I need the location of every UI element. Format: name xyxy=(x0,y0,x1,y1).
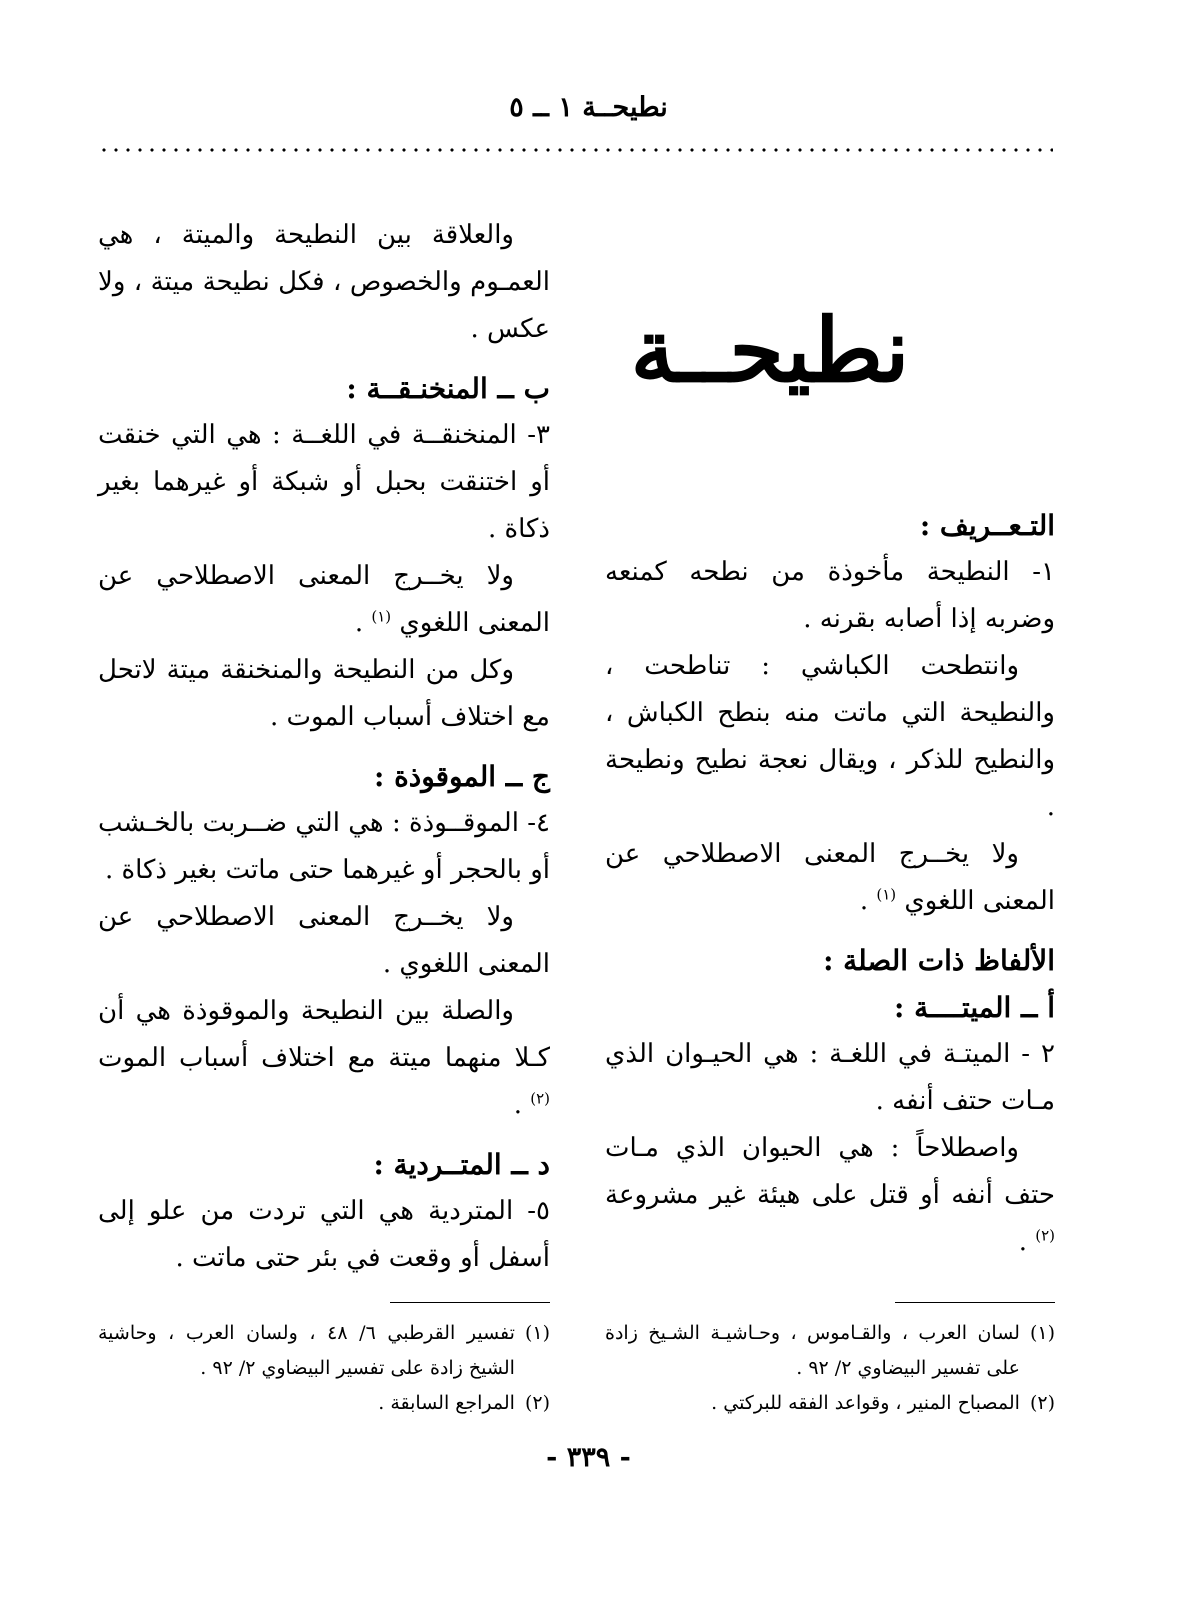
footnote-rule xyxy=(895,1302,1055,1303)
footnote-text: المصباح المنير ، وقواعد الفقه للبركتي . xyxy=(711,1392,1020,1414)
paragraph-6: ولا يخــرج المعنى الاصطلاحي عن المعنى اللغوي . xyxy=(98,902,550,979)
footnote-rule xyxy=(390,1302,550,1303)
paragraph-2: ٣- المنخنقــة في اللغــة : هي التي خنقت أو اختنقت بحبل أو شبكة أو غيرهما بغير ذكاة . xyxy=(98,420,550,544)
footnote xyxy=(605,1316,1055,1386)
footnote-ref[interactable]: (٢) xyxy=(530,1089,550,1108)
footnote xyxy=(98,1386,550,1421)
subheading-a: أ ــ الميتــــة : xyxy=(894,991,1055,1024)
paragraph-8: ٥- المتردية هي التي تردت من علو إلى أسفل أو وقعت في بئر حتى ماتت . xyxy=(98,1196,550,1273)
footnote xyxy=(605,1386,1055,1421)
footnote-number: (١) xyxy=(1029,1322,1055,1344)
footnotes-left xyxy=(98,1316,550,1421)
paragraph-3: ولا يخــرج المعنى الاصطلاحي عن المعنى اللغوي $^{(١)}$ . xyxy=(605,839,1055,916)
footnote-ref[interactable]: (١) xyxy=(876,885,897,904)
paragraph-2: وانتطحت الكباشي : تناطحت ، والنطيحة التي ماتت منه بنطح الكباش ، والنطيح للذكر ، ويقال نعجة نطيح ونطيحة . xyxy=(605,651,1055,822)
running-header: نطيحــة ١ ــ ٥ xyxy=(509,92,668,123)
definition-heading: التـعــريف : xyxy=(919,509,1055,542)
footnote-ref[interactable]: (٢) xyxy=(1035,1226,1055,1245)
paragraph-3: ولا يخــرج المعنى الاصطلاحي عن المعنى اللغوي $^{(١)}$ . xyxy=(98,561,550,638)
paragraph-1: ١- النطيحة مأخوذة من نطحه كمنعه وضربه إذا أصابه بقرنه . xyxy=(605,557,1055,634)
paragraph-4: ٢ - الميتـة في اللغـة : هي الحيـوان الذي مـات حتف أنفه . xyxy=(605,1039,1055,1116)
left-column xyxy=(98,212,550,1282)
paragraph-1: والعلاقة بين النطيحة والميتة ، هي العمـوم والخصوص ، فكل نطيحة ميتة ، ولا عكس . xyxy=(98,220,550,344)
subheading-d: د ــ المتــردية : xyxy=(373,1148,550,1181)
right-column xyxy=(605,502,1055,1266)
footnotes-right xyxy=(605,1316,1055,1421)
footnote-number: (١) xyxy=(524,1322,550,1344)
footnote-text: المراجع السابقة . xyxy=(378,1392,515,1414)
footnote-text: تفسير القرطبي ٦/ ٤٨ ، ولسان العرب ، وحاشية الشيخ زادة على تفسير البيضاوي ٢/ ٩٢ . xyxy=(98,1322,515,1379)
paragraph-4: وكل من النطيحة والمنخنقة ميتة لاتحل مع اختلاف أسباب الموت . xyxy=(98,655,550,732)
paragraph-5: ٤- الموقــوذة : هي التي ضــربت بالخـشب أو بالحجر أو غيرهما حتى ماتت بغير ذكاة . xyxy=(98,808,550,885)
entry-title: نطيحــة xyxy=(630,298,910,402)
subheading-b: ب ــ المنخنـقــة : xyxy=(346,372,550,405)
footnote xyxy=(98,1316,550,1386)
footnote-ref[interactable]: (١) xyxy=(371,607,392,626)
paragraph-5: واصطلاحاً : هي الحيوان الذي مـات حتف أنفه أو قتل على هيئة غير مشروعة $^{(٢)}$ . xyxy=(605,1133,1055,1257)
related-terms-heading: الألفاظ ذات الصلة : xyxy=(823,944,1055,977)
subheading-c: ج ــ الموقوذة : xyxy=(373,760,550,793)
page-number: - ٣٣٩ - xyxy=(546,1442,631,1473)
footnote-number: (٢) xyxy=(1029,1392,1055,1414)
footnote-number: (٢) xyxy=(524,1392,550,1414)
paragraph-7: والصلة بين النطيحة والموقوذة هي أن كـلا منهما ميتة مع اختلاف أسباب الموت $^{(٢)}$ . xyxy=(98,996,550,1120)
dotted-divider xyxy=(98,146,1053,154)
footnote-text: لسان العرب ، والقـاموس ، وحـاشيـة الشـيخ زادة على تفسير البيضاوي ٢/ ٩٢ . xyxy=(605,1322,1020,1379)
